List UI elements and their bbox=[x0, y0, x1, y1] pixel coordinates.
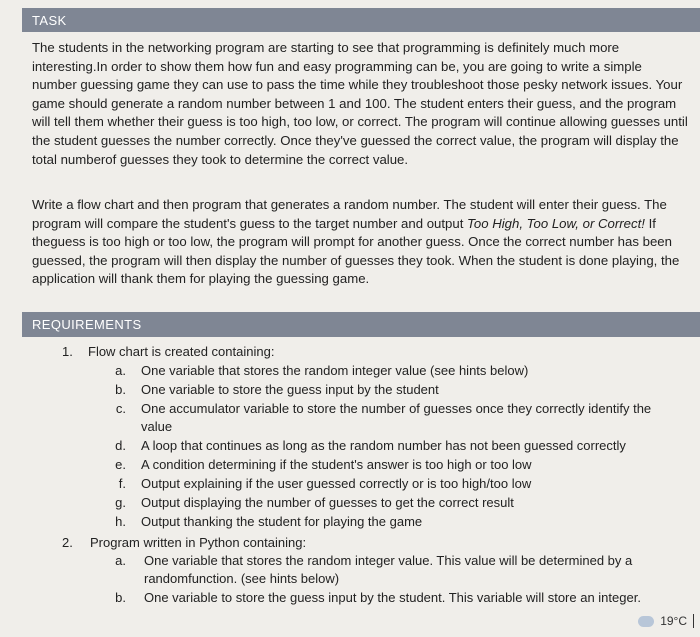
sub-letter: a. bbox=[115, 553, 126, 568]
requirements-heading: REQUIREMENTS bbox=[32, 317, 142, 332]
sub-letter: g. bbox=[115, 495, 126, 510]
requirements-header-bar bbox=[22, 312, 700, 337]
sub-text: One variable that stores the random integer value (see hints below) bbox=[141, 363, 529, 378]
text-cursor-icon bbox=[693, 614, 694, 628]
item-text: Program written in Python containing: bbox=[90, 535, 307, 550]
sub-letter: a. bbox=[115, 363, 126, 378]
task-paragraph-2 bbox=[32, 196, 688, 289]
item-text: Flow chart is created containing: bbox=[88, 344, 275, 359]
sub-text bbox=[144, 571, 339, 586]
sub-text: A condition determining if the student's answer is too high or too low bbox=[141, 457, 532, 472]
sub-letter: b. bbox=[115, 590, 126, 605]
sub-text: A loop that continues as long as the random number has not been guessed correctly bbox=[141, 438, 626, 453]
task-heading: TASK bbox=[32, 12, 67, 28]
sub-text: Output thanking the student for playing the game bbox=[141, 514, 423, 529]
para2-italic-outputs: Too High, Too Low, or Correct! bbox=[467, 215, 645, 231]
task-header-bar bbox=[22, 8, 700, 32]
sub-text-content: randomfunction. (see hints below) bbox=[144, 571, 340, 586]
sub-text: value bbox=[141, 419, 173, 434]
para2-text-a: Write a flow chart and then program that generates a random number. The student will enter their guess. The program will compare the student's guess to the target number and output bbox=[32, 197, 667, 231]
sub-letter: f. bbox=[118, 476, 126, 491]
item-number: 2. bbox=[62, 535, 73, 550]
sub-text: Output displaying the number of guesses to get the correct result bbox=[141, 495, 514, 510]
cloud-icon bbox=[638, 616, 654, 627]
temperature-label: 19°C bbox=[660, 614, 687, 628]
item-number: 1. bbox=[62, 344, 73, 359]
sub-text: Output explaining if the user guessed correctly or is too high/too low bbox=[141, 476, 532, 491]
sub-text: One variable to store the guess input by the student bbox=[141, 382, 439, 397]
task-paragraph-1: The students in the networking program are starting to see that programming is definitely much more interesting.In order to show them how fun and easy programming can be, you are going to write a simple number guessing game they can use to pass the time while they troubleshoot those pesky network issues. Your game should generate a random number between 1 and 100. The student enters their guess, and the program will tell them whether their guess is too high, too low, or correct. The program will continue allowing guesses until the student guesses the number correctly. Once they've guessed the correct value, the program will display the total numberof guesses they took to determine the correct value. bbox=[32, 40, 688, 167]
sub-letter: e. bbox=[115, 457, 126, 472]
sub-letter: h. bbox=[115, 514, 126, 529]
sub-letter: c. bbox=[115, 401, 126, 416]
sub-text: One variable to store the guess input by the student. This variable will store an integer. bbox=[144, 590, 641, 605]
sub-letter: d. bbox=[115, 438, 126, 453]
para2-text-b: If theguess is too high or too low, the program will prompt for another guess. Once the correct number has been guessed, the program will then display the number of guesses they took. When the student is done playing, the application will thank them for playing the guessing game. bbox=[32, 215, 680, 287]
sub-text: One variable that stores the random integer value. This value will be determined by a bbox=[144, 553, 633, 568]
sub-letter: b. bbox=[115, 382, 126, 397]
sub-text: One accumulator variable to store the number of guesses once they correctly identify the bbox=[141, 401, 652, 416]
taskbar-weather[interactable] bbox=[638, 609, 700, 633]
